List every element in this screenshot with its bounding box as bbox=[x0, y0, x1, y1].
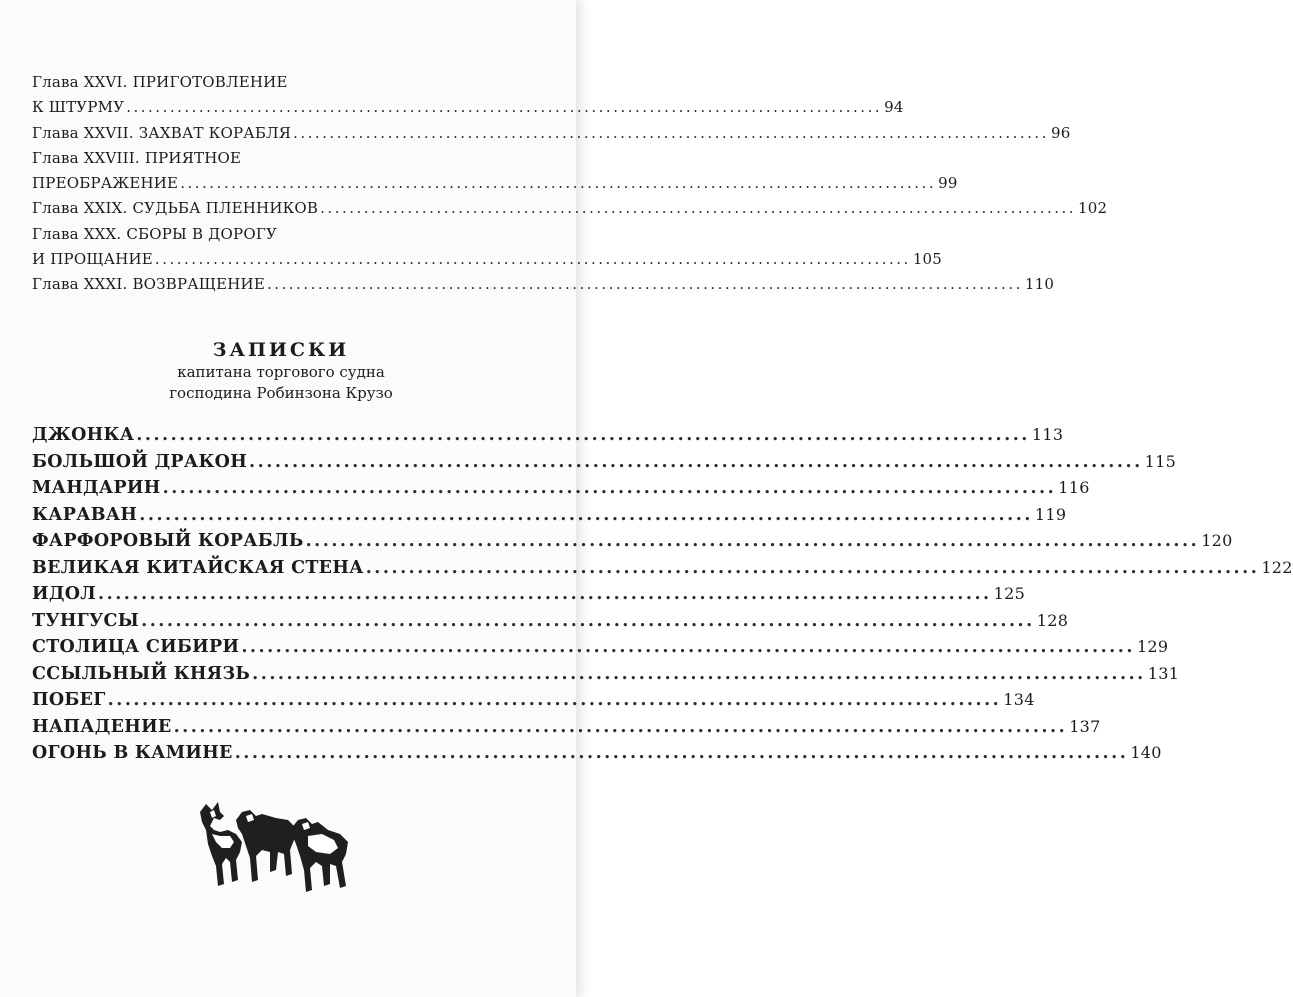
leader-dots: ........................................................................................................ bbox=[252, 663, 1146, 684]
toc-entry-chapter-31[interactable] bbox=[32, 272, 1055, 297]
leader-dots: ........................................................................................................ bbox=[173, 716, 1068, 737]
toc-entry-page: 96 bbox=[1050, 123, 1071, 142]
toc-entry-title-line1: Глава XXVI. ПРИГОТОВЛЕНИЕ bbox=[32, 73, 288, 91]
toc-entry-note-8[interactable] bbox=[32, 608, 1069, 635]
toc-entry-title: ИДОЛ bbox=[32, 584, 97, 604]
toc-entry-note-2[interactable] bbox=[32, 449, 1177, 476]
toc-entry-page: 128 bbox=[1036, 610, 1069, 630]
toc-entry-page: 119 bbox=[1034, 504, 1067, 524]
leader-dots: ........................................................................................................ bbox=[154, 250, 911, 269]
leader-dots: ........................................................................................................ bbox=[320, 199, 1077, 218]
toc-entry-title: ПРЕОБРАЖЕНИЕ bbox=[32, 174, 179, 193]
toc-entry-title: ОГОНЬ В КАМИНЕ bbox=[32, 743, 233, 763]
leader-dots: ........................................................................................................ bbox=[180, 174, 937, 193]
section-heading bbox=[32, 338, 530, 404]
toc-entry-note-3[interactable] bbox=[32, 475, 1090, 502]
leader-dots: ........................................................................................................ bbox=[305, 531, 1200, 551]
toc-entry-title: ФАРФОРОВЫЙ КОРАБЛЬ bbox=[32, 531, 304, 551]
toc-entry-note-1[interactable] bbox=[32, 422, 1064, 449]
toc-entry-page: 99 bbox=[938, 174, 958, 193]
leader-dots: ........................................................................................................ bbox=[98, 584, 992, 604]
leader-dots: ........................................................................................................ bbox=[136, 425, 1030, 445]
toc-entry-page: 125 bbox=[993, 584, 1026, 603]
toc-entry-chapter-27[interactable] bbox=[32, 121, 1071, 146]
toc-entry-page: 102 bbox=[1078, 199, 1108, 218]
section-subtitle-line1: капитана торгового судна bbox=[177, 363, 385, 381]
toc-entry-chapter-30[interactable] bbox=[32, 222, 943, 273]
toc-entry-page: 113 bbox=[1031, 425, 1064, 444]
toc-entry-page: 120 bbox=[1201, 531, 1233, 550]
toc-entry-chapter-26[interactable] bbox=[32, 70, 904, 121]
toc-entry-page: 140 bbox=[1130, 743, 1162, 762]
leader-dots: ........................................................................................................ bbox=[141, 610, 1035, 631]
leader-dots: ........................................................................................................ bbox=[266, 275, 1023, 294]
toc-entry-title: МАНДАРИН bbox=[32, 478, 161, 498]
toc-entry-note-6[interactable] bbox=[32, 555, 1293, 582]
leader-dots: ........................................................................................................ bbox=[162, 478, 1057, 498]
toc-entry-title: Глава XXVII. ЗАХВАТ КОРАБЛЯ bbox=[32, 123, 292, 142]
toc-entry-title: К ШТУРМУ bbox=[32, 98, 125, 117]
toc-entry-page: 129 bbox=[1136, 637, 1169, 656]
leader-dots: ........................................................................................................ bbox=[107, 690, 1002, 710]
leader-dots: ........................................................................................................ bbox=[139, 504, 1033, 525]
goats-illustration-icon bbox=[190, 790, 360, 900]
toc-entry-note-9[interactable] bbox=[32, 634, 1169, 661]
toc-entry-title: ПОБЕГ bbox=[32, 690, 106, 710]
toc-entry-title-line1: Глава XXX. СБОРЫ В ДОРОГУ bbox=[32, 224, 277, 243]
leader-dots: ........................................................................................................ bbox=[365, 557, 1260, 578]
leader-dots: ........................................................................................................ bbox=[293, 123, 1049, 142]
toc-entry-page: 131 bbox=[1147, 663, 1180, 683]
toc-entry-note-12[interactable] bbox=[32, 714, 1101, 741]
toc-entry-title: ТУНГУСЫ bbox=[32, 610, 140, 631]
toc-entry-page: 115 bbox=[1144, 451, 1177, 471]
toc-entry-page: 110 bbox=[1024, 275, 1055, 294]
toc-entry-page: 105 bbox=[912, 250, 943, 269]
leader-dots: ........................................................................................................ bbox=[241, 637, 1135, 657]
section-subtitle-line2: господина Робинзона Крузо bbox=[169, 384, 393, 402]
toc-entry-title: Глава XXIX. СУДЬБА ПЛЕННИКОВ bbox=[32, 199, 319, 218]
toc-entry-title: КАРАВАН bbox=[32, 504, 138, 525]
toc-entry-page: 116 bbox=[1058, 478, 1090, 497]
toc-entry-title: И ПРОЩАНИЕ bbox=[32, 250, 153, 269]
toc-entry-note-10[interactable] bbox=[32, 661, 1180, 688]
chapters-toc bbox=[32, 70, 1108, 298]
toc-entry-note-11[interactable] bbox=[32, 687, 1035, 714]
toc-entry-chapter-28[interactable] bbox=[32, 146, 958, 197]
section-title: ЗАПИСКИ bbox=[212, 339, 350, 361]
leader-dots: ........................................................................................................ bbox=[249, 451, 1143, 472]
toc-entry-note-13[interactable] bbox=[32, 740, 1162, 767]
toc-entry-title: ДЖОНКА bbox=[32, 425, 135, 445]
toc-entry-note-5[interactable] bbox=[32, 528, 1233, 555]
toc-entry-title: Глава XXXI. ВОЗВРАЩЕНИЕ bbox=[32, 275, 265, 294]
toc-entry-note-4[interactable] bbox=[32, 502, 1067, 529]
toc-entry-title: СТОЛИЦА СИБИРИ bbox=[32, 637, 240, 657]
toc-entry-chapter-29[interactable] bbox=[32, 196, 1108, 221]
toc-entry-page: 122 bbox=[1261, 557, 1293, 577]
toc-entry-title-line1: Глава XXVIII. ПРИЯТНОЕ bbox=[32, 148, 242, 167]
toc-entry-page: 94 bbox=[884, 98, 904, 117]
notes-toc bbox=[32, 422, 1293, 767]
toc-entry-title: ВЕЛИКАЯ КИТАЙСКАЯ СТЕНА bbox=[32, 557, 364, 578]
leader-dots: ........................................................................................................ bbox=[234, 743, 1129, 763]
toc-entry-title: ССЫЛЬНЫЙ КНЯЗЬ bbox=[32, 663, 251, 684]
toc-entry-title: БОЛЬШОЙ ДРАКОН bbox=[32, 451, 248, 472]
toc-entry-page: 137 bbox=[1069, 716, 1101, 736]
toc-entry-page: 134 bbox=[1003, 690, 1035, 709]
leader-dots: ........................................................................................................ bbox=[126, 98, 883, 117]
toc-entry-title: НАПАДЕНИЕ bbox=[32, 716, 172, 737]
toc-entry-note-7[interactable] bbox=[32, 581, 1026, 608]
